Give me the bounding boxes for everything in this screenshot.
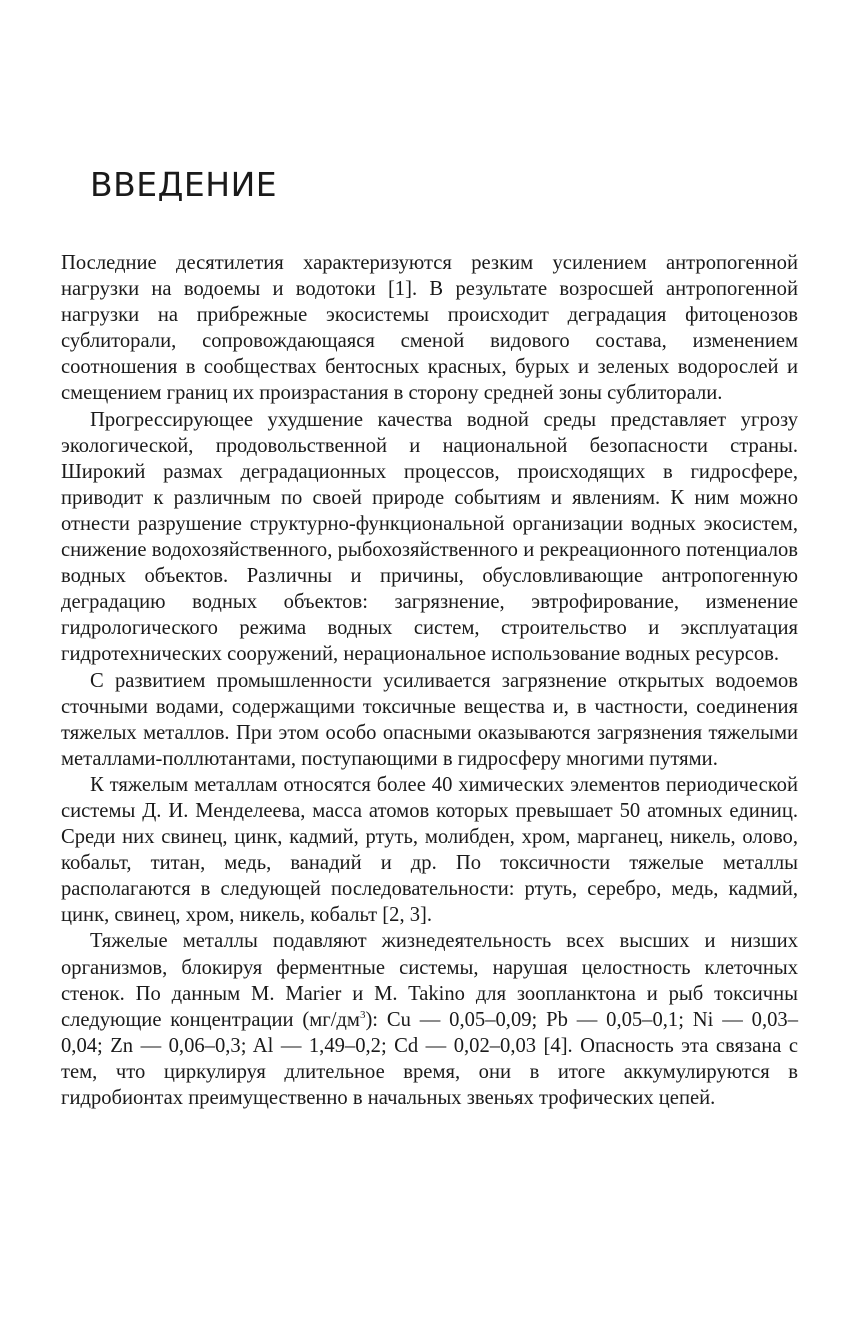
paragraph-5-text-after: ): Cu — 0,05–0,09; Pb — 0,05–0,1; Ni — 0,03–0,04; Zn — 0,06–0,3; Al — 1,49–0,2; Cd — 0,02–0,03 [4]. Опасность эта связана с тем, что циркулируя длительное время, они в итоге аккумулируются в гидробионтах преимущественно в начальных звеньях трофических цепей. (61, 1008, 798, 1109)
body-text (61, 250, 798, 1111)
superscript-exponent: 3 (359, 1008, 366, 1021)
paragraph-5 (61, 928, 798, 1111)
paragraph-5-text-before: Тяжелые металлы подавляют жизнедеятельность всех высших и низших организмов, блокируя ферментные системы, нарушая целостность клеточных стенок. По данным M. Marier и M. Takino для зоопланктона и рыб токсичны следующие концентрации (мг/дм (61, 930, 798, 1031)
paragraph-1: Последние десятилетия характеризуются резким усилением антропогенной нагрузки на водоемы и водотоки [1]. В результате возросшей антропогенной нагрузки на прибрежные экосистемы происходит деградация фитоценозов сублиторали, сопровождающаяся сменой видового состава, изменением соотношения в сообществах бентосных красных, бурых и зеленых водорослей и смещением границ их произрастания в сторону средней зоны сублиторали. (61, 252, 798, 405)
paragraph-3: С развитием промышленности усиливается загрязнение открытых водоемов сточными водами, содержащими токсичные вещества и, в частности, соединения тяжелых металлов. При этом особо опасными оказываются загрязнения тяжелыми металлами-поллютантами, поступающими в гидросферу многими путями. (61, 669, 798, 770)
paragraph-4: К тяжелым металлам относятся более 40 химических элементов периодической системы Д. И. Менделеева, масса атомов которых превышает 50 атомных единиц. Среди них свинец, цинк, кадмий, ртуть, молибден, хром, марганец, никель, олово, кобальт, титан, медь, ванадий и др. По токсичности тяжелые металлы располагаются в следующей последовательности: ртуть, серебро, медь, кадмий, цинк, свинец, хром, никель, кобальт [2, 3]. (61, 773, 798, 927)
paragraph-2: Прогрессирующее ухудшение качества водной среды представляет угрозу экологической, продовольственной и национальной безопасности страны. Широкий размах деградационных процессов, происходящих в гидросфере, приводит к различным по своей природе событиям и явлениям. К ним можно отнести разрушение структурно-функциональной организации водных экосистем, снижение водохозяйственного, рыбохозяйственного и рекреационного потенциалов водных объектов. Различны и причины, обусловливающие антропогенную деградацию водных объектов: загрязнение, эвтрофирование, изменение гидрологического режима водных систем, строительство и эксплуатация гидротехнических сооружений, нерациональное использование водных ресурсов. (61, 408, 798, 666)
section-heading: ВВЕДЕНИЕ (90, 165, 278, 204)
